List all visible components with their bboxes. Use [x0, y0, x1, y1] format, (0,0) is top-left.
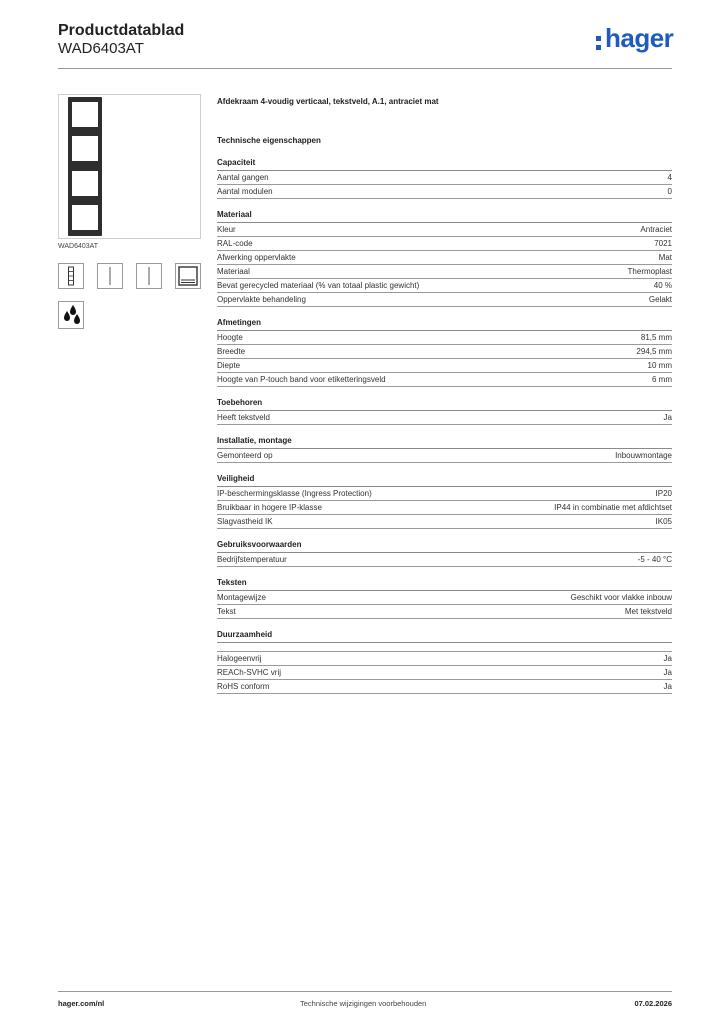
spec-content: [217, 97, 672, 705]
spec-value: Gelakt: [648, 295, 672, 304]
spec-sections: [217, 158, 672, 694]
spec-label: Hoogte: [217, 333, 243, 342]
line-icon: [97, 263, 123, 289]
spec-row: [217, 487, 672, 501]
spec-value: Ja: [663, 413, 672, 422]
spec-row: [217, 185, 672, 199]
spec-section: [217, 474, 672, 529]
water-drops-icon: [58, 301, 84, 329]
spec-row: [217, 345, 672, 359]
section-title: Toebehoren: [217, 398, 672, 411]
spec-value: Geschikt voor vlakke inbouw: [570, 593, 672, 602]
spec-value: 4: [667, 173, 672, 182]
spec-label: RoHS conform: [217, 682, 270, 691]
logo-dot-icon: [596, 36, 601, 41]
spec-value: 7021: [654, 239, 672, 248]
spec-row: [217, 279, 672, 293]
spec-row: [217, 411, 672, 425]
spec-value: Thermoplast: [627, 267, 672, 276]
spec-row: [217, 449, 672, 463]
spec-section: [217, 210, 672, 307]
header-divider: [58, 68, 672, 69]
spec-row: [217, 591, 672, 605]
tech-properties-title: Technische eigenschappen: [217, 136, 321, 145]
spec-value: 6 mm: [652, 375, 672, 384]
product-code: WAD6403AT: [58, 40, 144, 57]
logo-dot-icon: [596, 45, 601, 50]
spec-section: [217, 578, 672, 619]
spec-value: IP44 in combinatie met afdichtset: [554, 503, 672, 512]
spec-value: Met tekstveld: [624, 607, 672, 616]
spec-value: 294,5 mm: [636, 347, 672, 356]
spec-row: [217, 553, 672, 567]
spec-label: Heeft tekstveld: [217, 413, 270, 422]
spec-section: [217, 158, 672, 199]
spec-section: [217, 436, 672, 463]
hager-logo[interactable]: [593, 23, 675, 57]
spec-label: Oppervlakte behandeling: [217, 295, 306, 304]
spec-label: RAL-code: [217, 239, 253, 248]
spec-label: Aantal gangen: [217, 173, 269, 182]
logo-text: hager: [605, 23, 674, 53]
row-spacer: [217, 643, 672, 652]
spec-value: IK05: [655, 517, 672, 526]
spec-label: Montagewijze: [217, 593, 266, 602]
section-title: Capaciteit: [217, 158, 672, 171]
spec-label: Halogeenvrij: [217, 654, 262, 663]
spec-label: Bevat gerecycled materiaal (% van totaal plastic gewicht): [217, 281, 420, 290]
spec-label: Gemonteerd op: [217, 451, 273, 460]
footer-notice: Technische wijzigingen voorbehouden: [300, 999, 427, 1008]
spec-value: Mat: [658, 253, 672, 262]
spec-label: Tekst: [217, 607, 236, 616]
frame-slot: [72, 205, 98, 230]
frame-slot: [72, 102, 98, 127]
section-title: Installatie, montage: [217, 436, 672, 449]
spec-row: [217, 265, 672, 279]
spec-value: -5 - 40 °C: [637, 555, 672, 564]
spec-row: [217, 359, 672, 373]
section-title: Materiaal: [217, 210, 672, 223]
spec-label: Bruikbaar in hogere IP-klasse: [217, 503, 322, 512]
section-title: Veiligheid: [217, 474, 672, 487]
spec-row: [217, 501, 672, 515]
section-title: Duurzaamheid: [217, 630, 672, 643]
label-window-icon: [175, 263, 201, 289]
spec-section: [217, 398, 672, 425]
line-icon: [136, 263, 162, 289]
spec-row: [217, 605, 672, 619]
spec-label: IP-beschermingsklasse (Ingress Protection): [217, 489, 372, 498]
footer-website-link[interactable]: hager.com/nl: [58, 999, 105, 1008]
section-title: Afmetingen: [217, 318, 672, 331]
spec-value: Inbouwmontage: [615, 451, 672, 460]
spec-value: Ja: [663, 682, 672, 691]
spec-row: [217, 237, 672, 251]
spec-label: Kleur: [217, 225, 236, 234]
spec-label: Bedrijfstemperatuur: [217, 555, 287, 564]
page-title: Productdatablad: [58, 22, 185, 39]
spec-label: Breedte: [217, 347, 246, 356]
spec-label: REACh-SVHC vrij: [217, 668, 282, 677]
spec-row: [217, 680, 672, 694]
spec-section: [217, 540, 672, 567]
spec-label: Slagvastheid IK: [217, 517, 273, 526]
footer-divider: [58, 991, 672, 992]
spec-label: Afwerking oppervlakte: [217, 253, 296, 262]
spec-section: [217, 630, 672, 694]
section-title: Gebruiksvoorwaarden: [217, 540, 672, 553]
product-description: Afdekraam 4-voudig verticaal, tekstveld, A.1, antraciet mat: [217, 97, 439, 106]
spec-value: 0: [667, 187, 672, 196]
spec-row: [217, 652, 672, 666]
product-image: [58, 94, 201, 239]
frame-slot: [72, 136, 98, 161]
frame-slot: [72, 171, 98, 196]
spec-row: [217, 515, 672, 529]
cover-frame-image: [68, 97, 102, 236]
section-title: Teksten: [217, 578, 672, 591]
spec-value: Ja: [663, 654, 672, 663]
spec-label: Materiaal: [217, 267, 250, 276]
spec-row: [217, 251, 672, 265]
spec-row: [217, 293, 672, 307]
spec-value: 40 %: [653, 281, 672, 290]
spec-value: IP20: [655, 489, 672, 498]
image-caption: WAD6403AT: [58, 243, 99, 250]
vertical-mounting-icon: [58, 263, 84, 289]
spec-label: Diepte: [217, 361, 241, 370]
footer-date: 07.02.2026: [634, 999, 672, 1008]
spec-row: [217, 666, 672, 680]
spec-row: [217, 331, 672, 345]
spec-label: Aantal modulen: [217, 187, 273, 196]
spec-row: [217, 223, 672, 237]
spec-row: [217, 171, 672, 185]
spec-section: [217, 318, 672, 387]
spec-row: [217, 373, 672, 387]
spec-value: Ja: [663, 668, 672, 677]
spec-value: 10 mm: [647, 361, 672, 370]
spec-value: Antraciet: [640, 225, 672, 234]
spec-value: 81,5 mm: [640, 333, 672, 342]
spec-label: Hoogte van P-touch band voor etiketteringsveld: [217, 375, 386, 384]
